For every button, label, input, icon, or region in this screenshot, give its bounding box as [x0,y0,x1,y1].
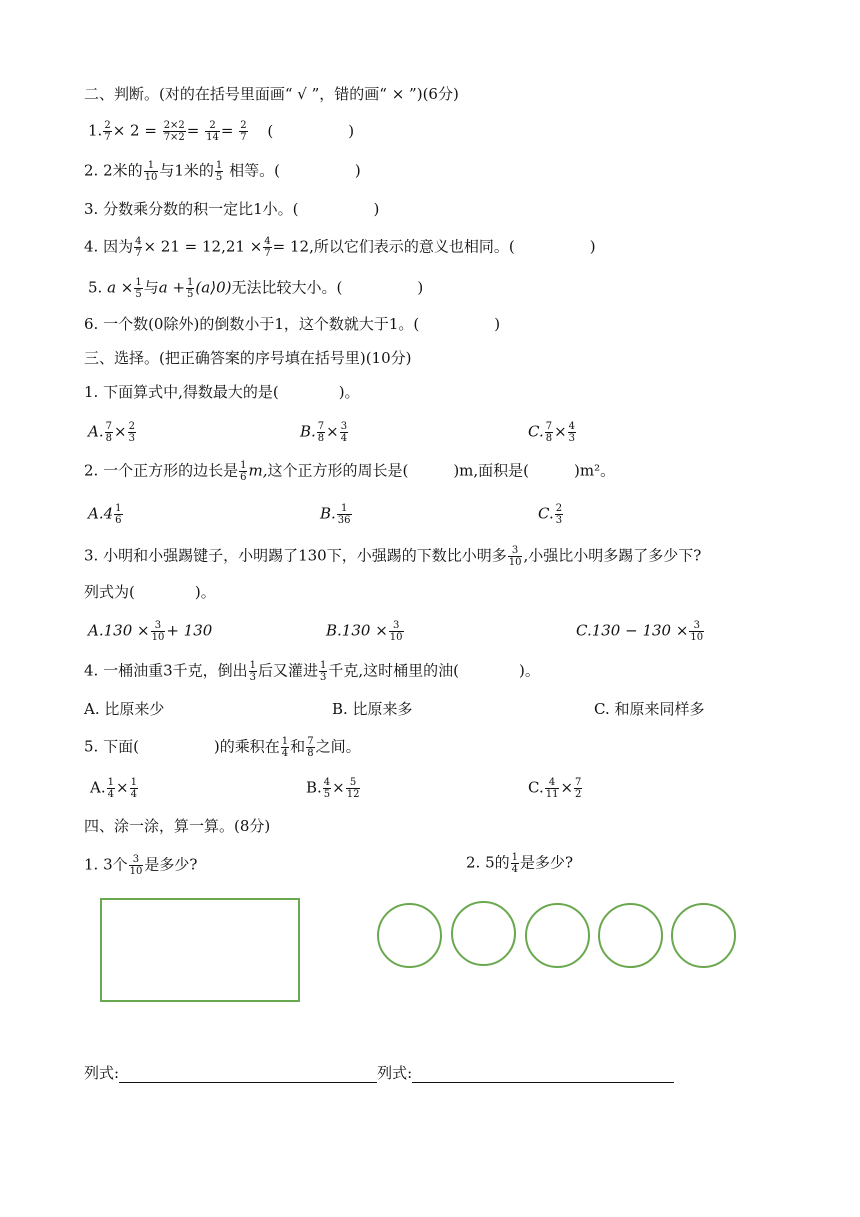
shading-circle-1[interactable] [377,903,442,968]
choice-q3-option-c[interactable]: C.130 − 130 × $\frac{3}{10}$ [576,620,704,643]
choice-q5: 5. 下面( )的乘积在 $\frac{1}{4}$ 和 $\frac{7}{8}$ 之间。 [84,736,361,759]
shading-circle-3[interactable] [525,903,590,968]
choice-q3-line2: 列式为( )。 [84,583,216,601]
answer-paren[interactable]: ( ) [267,121,355,140]
choice-q1: 1. 下面算式中,得数最大的是( )。 [84,383,360,401]
choice-q5-option-b[interactable]: B. $\frac{4}{5}$ × $\frac{5}{12}$ [306,777,360,800]
shading-circle-2[interactable] [451,901,516,966]
shade-q2: 2. 5的 $\frac{1}{4}$ 是多少? [466,852,574,875]
choice-q3-line1: 3. 小明和小强踢键子，小明踢了130下，小强踢的下数比小明多 $\frac{3}{10}$ ,小强比小明多踢了多少下? [84,545,702,568]
choice-q2: 2. 一个正方形的边长是 $\frac{1}{6}$ m,这个正方形的周长是( )m,面积是( )m²。 [84,460,616,483]
section4-title: 四、涂一涂，算一算。(8分) [84,817,271,835]
shading-circle-4[interactable] [598,903,663,968]
choice-q1-option-a[interactable]: A. $\frac{7}{8}$ × $\frac{2}{3}$ [88,421,135,444]
choice-q5-option-c[interactable]: C. $\frac{4}{11}$ × $\frac{7}{2}$ [528,777,582,800]
judge-q2: 2. 2米的 $\frac{1}{10}$ 与1米的 $\frac{1}{5}$ 相等。( ) [84,160,361,183]
choice-q3-option-b[interactable]: B.130 × $\frac{3}{10}$ [326,620,403,643]
shading-circle-5[interactable] [671,903,736,968]
judge-q5: 5. a × $\frac{1}{5}$ 与a + $\frac{1}{5}$ (a⟩0)无法比较大小。( ) [88,277,424,300]
choice-q3-option-a[interactable]: A.130 × $\frac{3}{10}$ + 130 [88,620,213,643]
choice-q2-option-c[interactable]: C. $\frac{2}{3}$ [538,503,563,526]
choice-q4: 4. 一桶油重3千克，倒出 $\frac{1}{3}$ 后又灌进 $\frac{1}{3}$ 千克,这时桶里的油( )。 [84,660,540,683]
judge-q4: 4. 因为 $\frac{4}{7}$ × 21 = 12,21 × $\frac{4}{7}$ = 12,所以它们表示的意义也相同。( ) [84,236,596,259]
shading-rectangle[interactable] [100,898,300,1002]
judge-q1: 1. $\frac{2}{7}$ × 2 = $\frac{2\times 2}{7\times 2}$ = $\frac{2}{14}$ = $\frac{2}{7}$ ( ) [88,120,355,143]
answer-blank-2[interactable] [412,1068,674,1083]
choice-q4-option-a[interactable]: A. 比原来少 [84,700,165,718]
choice-q4-option-b[interactable]: B. 比原来多 [332,700,413,718]
choice-q5-option-a[interactable]: A. $\frac{1}{4}$ × $\frac{1}{4}$ [90,777,137,800]
choice-q2-option-a[interactable]: A.4 $\frac{1}{6}$ [88,503,122,526]
judge-q6: 6. 一个数(0除外)的倒数小于1，这个数就大于1。( ) [84,315,501,333]
answer-line-1: 列式: 列式: [84,1063,674,1083]
choice-q1-option-b[interactable]: B. $\frac{7}{8}$ × $\frac{3}{4}$ [300,421,348,444]
judge-q3: 3. 分数乘分数的积一定比1小。( ) [84,200,380,218]
answer-blank-1[interactable] [119,1068,377,1083]
choice-q4-option-c[interactable]: C. 和原来同样多 [594,700,705,718]
choice-q2-option-b[interactable]: B. $\frac{1}{36}$ [320,503,351,526]
section2-title: 二、判断。(对的在括号里面画“ √ ”，错的画“ × ”)(6分) [84,85,459,103]
section3-title: 三、选择。(把正确答案的序号填在括号里)(10分) [84,349,412,367]
shade-q1: 1. 3个 $\frac{3}{10}$ 是多少? [84,854,198,877]
choice-q1-option-c[interactable]: C. $\frac{7}{8}$ × $\frac{4}{3}$ [528,421,576,444]
